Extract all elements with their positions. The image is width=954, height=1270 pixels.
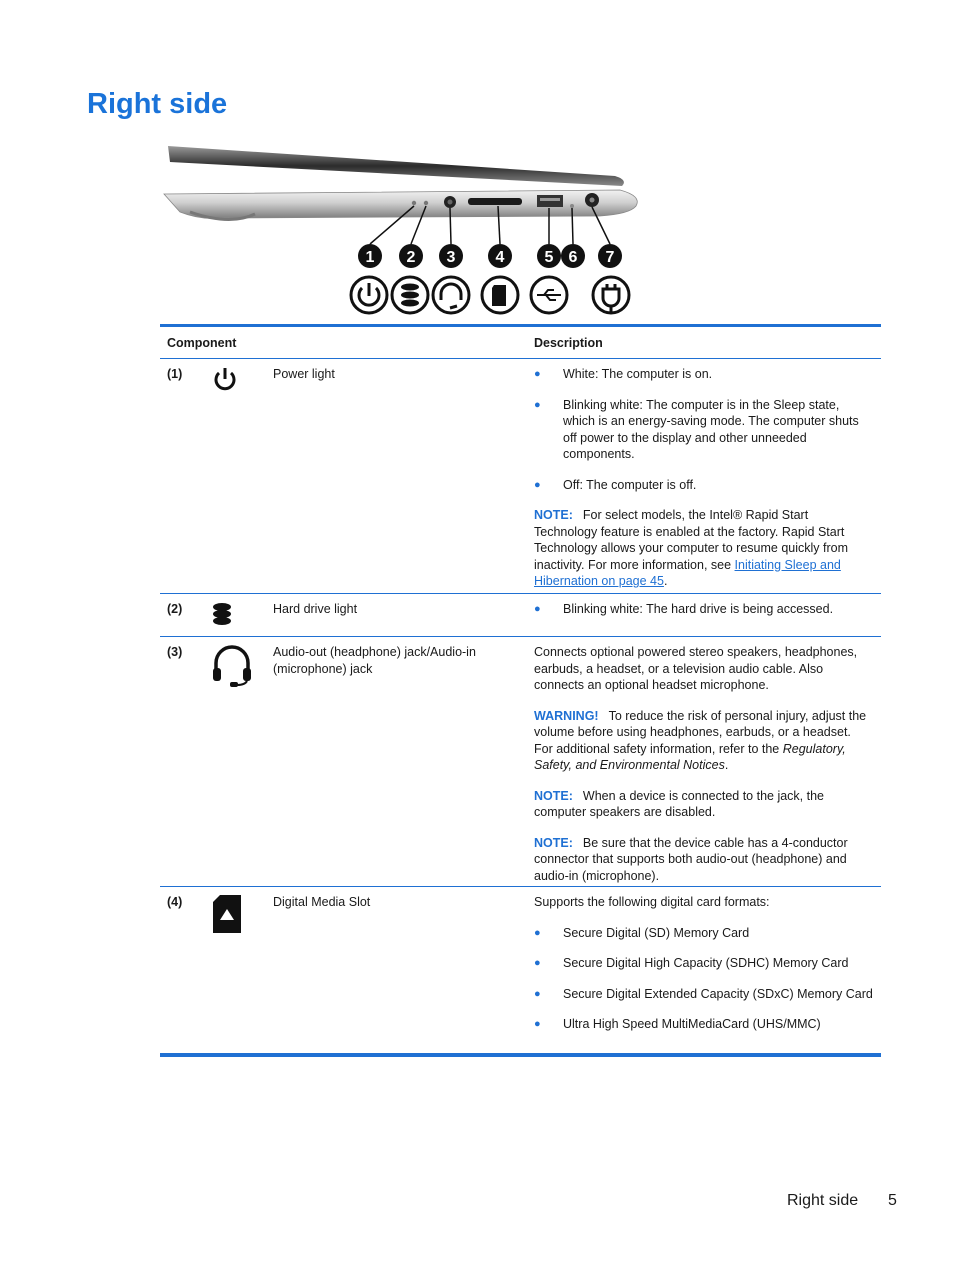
table-bottom-rule: [160, 1053, 881, 1057]
sd-card-icon: [212, 894, 242, 934]
sleep-hibernation-link[interactable]: Initiating Sleep and Hibernation on page 45: [534, 557, 841, 588]
laptop-lid: [168, 146, 624, 186]
callout-7: [598, 244, 622, 268]
bullet-text: White: The computer is on.: [563, 367, 713, 381]
footer-section-title: Right side: [787, 1192, 859, 1209]
component-description: ● Blinking white: The hard drive is being accessed.: [528, 594, 881, 636]
bullet-text: Secure Digital Extended Capacity (SDxC) Memory Card: [563, 986, 873, 1001]
component-description: ● White: The computer is on. ● Blinking white: The computer is in the Sleep state, which is an energy-saving mode. The computer shuts off power to the display and other unneeded components. ● Off: The computer is off. NOTE: For select models, the Intel® Rapid Start Technology feature is enabled at the factory. Rapid Start Technology allows your computer to resume quickly from inactivity. For more information, see Initiating Sleep and Hibernation on page 45.: [528, 359, 881, 593]
components-table: [160, 324, 881, 1057]
header-description: Description: [534, 335, 603, 350]
svg-text:3: 3: [446, 249, 456, 266]
callout-4: [488, 244, 512, 268]
callout-2: [399, 244, 423, 268]
note-block: NOTE: For select models, the Intel® Rapid Start Technology feature is enabled at the factory. Rapid Start Technology allows your computer to resume quickly from inactivity. For more information, see Initiating Sleep and Hibernation on page 45.: [534, 508, 849, 588]
laptop-illustration-svg: [160, 140, 650, 320]
callout-5: [537, 244, 561, 268]
table-row: [160, 637, 881, 887]
sd-card-icon: [482, 277, 518, 313]
bullet-text: Secure Digital (SD) Memory Card: [563, 925, 750, 940]
table-header: [160, 327, 881, 359]
headphone-icon: [212, 644, 252, 688]
note-text: When a device is connected to the jack, the computer speakers are disabled.: [534, 788, 825, 819]
note-block: [534, 835, 873, 885]
component-name: Digital Media Slot: [273, 895, 371, 909]
row-number: (2): [167, 602, 183, 616]
table-row: [160, 887, 881, 1053]
component-name: Hard drive light: [273, 602, 358, 616]
drive-light-port: [424, 201, 428, 205]
description-intro: Connects optional powered stereo speakers, headphones, earbuds, a headset, or a television audio cable. Also connects an optional headset microphone.: [534, 645, 858, 692]
svg-text:1: 1: [365, 249, 375, 266]
power-icon: [351, 277, 387, 313]
headphone-icon: [433, 277, 469, 313]
warning-block: WARNING! To reduce the risk of personal injury, adjust the volume before using headphones, earbuds, or a headset. For additional safety information, refer to the Regulatory, Safety, and Environmental Notices.: [534, 708, 867, 772]
row-number: (3): [167, 645, 183, 659]
bullet-text: Blinking white: The computer is in the Sleep state, which is an energy-saving mode. The computer shuts off power to the display and other unneeded components.: [563, 397, 859, 461]
component-name: Audio-out (headphone) jack/Audio-in (microphone) jack: [273, 645, 476, 676]
description-intro: Supports the following digital card formats:: [534, 895, 770, 909]
bullet-text: Off: The computer is off.: [563, 477, 697, 492]
callout-6: [561, 244, 585, 268]
hard-drive-icon: [212, 601, 238, 627]
power-light-port: [412, 201, 416, 205]
warning-text: To reduce the risk of personal injury, adjust the volume before using headphones, earbuds, or a headset. For additional safety information, refer to the: [534, 708, 867, 756]
laptop-right-side-illustration: [160, 140, 650, 320]
usb-light-port: [570, 204, 574, 208]
note-block: [534, 788, 873, 821]
note-label: NOTE:: [534, 508, 573, 522]
usb-icon: [531, 277, 567, 313]
warning-italic: Regulatory, Safety, and Environmental Notices: [534, 741, 846, 772]
svg-text:5: 5: [544, 249, 554, 266]
component-description: Supports the following digital card formats: ● Secure Digital (SD) Memory Card ● Secure Digital High Capacity (SDHC) Memory Card ● Secure Digital Extended Capacity (SDxC) Memory Card ● Ultra High Speed MultiMediaCard (UHS/MMC): [534, 895, 873, 1031]
row-number: (1): [167, 367, 183, 381]
ac-adapter-icon: [593, 277, 629, 313]
table-row: [160, 359, 881, 594]
callout-1: [358, 244, 382, 268]
svg-text:2: 2: [406, 249, 416, 266]
svg-text:7: 7: [605, 249, 615, 266]
callout-3: [439, 244, 463, 268]
svg-text:6: 6: [568, 249, 578, 266]
component-name: Power light: [273, 367, 335, 381]
note-text: Be sure that the device cable has a 4-conductor connector that supports both audio-out (headphone) and audio-in (microphone).: [534, 835, 848, 883]
page-number: 5: [888, 1192, 897, 1209]
note-text: For select models, the Intel® Rapid Start Technology feature is enabled at the factory. Rapid Start Technology allows your computer to resume quickly from inactivity. For more information, see: [534, 508, 849, 572]
media-slot-port: [468, 198, 522, 205]
hard-drive-icon: [392, 277, 428, 313]
laptop-base: [164, 190, 637, 218]
bullet-text: Blinking white: The hard drive is being accessed.: [563, 602, 834, 616]
table-row: [160, 594, 881, 637]
page-title: Right side: [87, 88, 228, 120]
component-description: [528, 637, 881, 886]
header-component: Component: [167, 335, 237, 350]
svg-text:4: 4: [495, 249, 505, 266]
note-label: NOTE:: [534, 788, 573, 803]
bullet-text: Ultra High Speed MultiMediaCard (UHS/MMC): [563, 1017, 821, 1031]
warning-label: WARNING!: [534, 708, 599, 723]
note-label: NOTE:: [534, 835, 573, 850]
bullet-text: Secure Digital High Capacity (SDHC) Memory Card: [563, 956, 849, 970]
row-number: (4): [167, 895, 183, 909]
power-icon: [212, 366, 238, 392]
